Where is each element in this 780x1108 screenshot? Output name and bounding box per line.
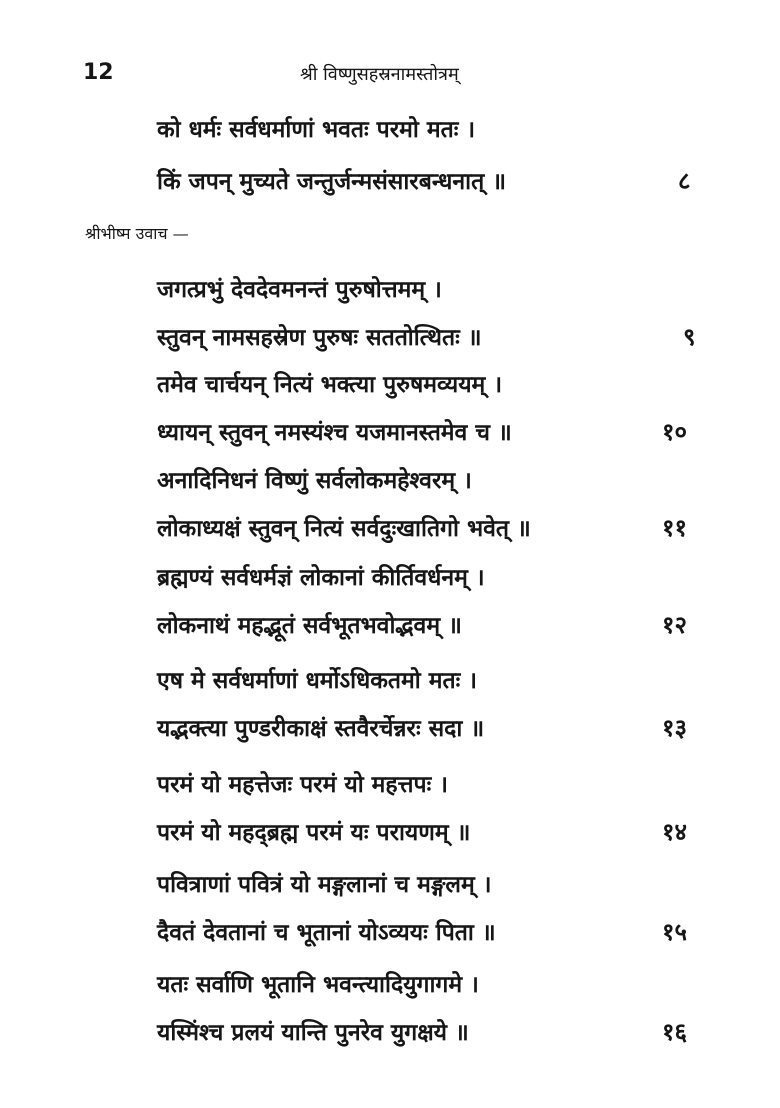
verse-number: १४ (662, 817, 687, 846)
verse-line-1: ब्रह्मण्यं सर्वधर्मज्ञं लोकानां कीर्तिवर्धनम् । (157, 564, 485, 591)
verse-line-1: जगत्प्रभुं देवदेवमनन्तं पुरुषोत्तमम् । (157, 276, 442, 303)
verse-number: १६ (662, 1017, 687, 1046)
verse-number: १३ (662, 713, 687, 742)
speaker-heading: श्रीभीष्म उवाच — (85, 224, 189, 243)
verse-line-1: को धर्मः सर्वधर्माणां भवतः परमो मतः । (157, 116, 476, 143)
verse-number: ११ (662, 513, 687, 542)
verse-line-2: किं जपन् मुच्यते जन्तुर्जन्मसंसारबन्धनात् ॥ (157, 168, 506, 195)
page-number: 12 (83, 60, 114, 85)
verse-number: १२ (662, 610, 687, 639)
verse-line-2: स्तुवन् नामसहस्रेण पुरुषः सततोत्थितः ॥ (157, 324, 482, 351)
verse-line-1: तमेव चार्चयन् नित्यं भक्त्या पुरुषमव्ययम् । (157, 371, 503, 398)
verse-line-1: परमं यो महत्तेजः परमं यो महत्तपः । (157, 771, 448, 798)
verse-number: १५ (662, 917, 687, 946)
verse-line-2: लोकनाथं महद्भूतं सर्वभूतभवोद्भवम् ॥ (157, 612, 462, 639)
verse-line-2: ध्यायन् स्तुवन् नमस्यंश्च यजमानस्तमेव च ॥ (157, 419, 512, 446)
verse-number: ८ (678, 166, 691, 195)
verse-line-2: यस्मिंश्च प्रलयं यान्ति पुनरेव युगक्षये ॥ (157, 1019, 469, 1046)
verse-line-1: एष मे सर्वधर्माणां धर्मोऽधिकतमो मतः । (157, 667, 477, 694)
verse-line-1: अनादिनिधनं विष्णुं सर्वलोकमहेश्वरम् । (157, 467, 472, 494)
verse-line-2: यद्भक्त्या पुण्डरीकाक्षं स्तवैरर्चेन्नरः सदा ॥ (157, 715, 485, 742)
verse-line-2: परमं यो महद्ब्रह्म परमं यः परायणम् ॥ (157, 819, 471, 846)
verse-number: ९ (683, 322, 696, 351)
verse-line-2: लोकाध्यक्षं स्तुवन् नित्यं सर्वदुःखातिगो भवेत् ॥ (157, 515, 531, 542)
verse-number: १० (662, 417, 687, 446)
verse-line-1: यतः सर्वाणि भूतानि भवन्त्यादियुगागमे । (157, 971, 479, 998)
verse-line-2: दैवतं देवतानां च भूतानां योऽव्ययः पिता ॥ (157, 919, 496, 946)
verse-line-1: पवित्राणां पवित्रं यो मङ्गलानां च मङ्गलम् । (157, 871, 492, 898)
running-title: श्री विष्णुसहस्रनामस्तोत्रम् (300, 64, 459, 85)
